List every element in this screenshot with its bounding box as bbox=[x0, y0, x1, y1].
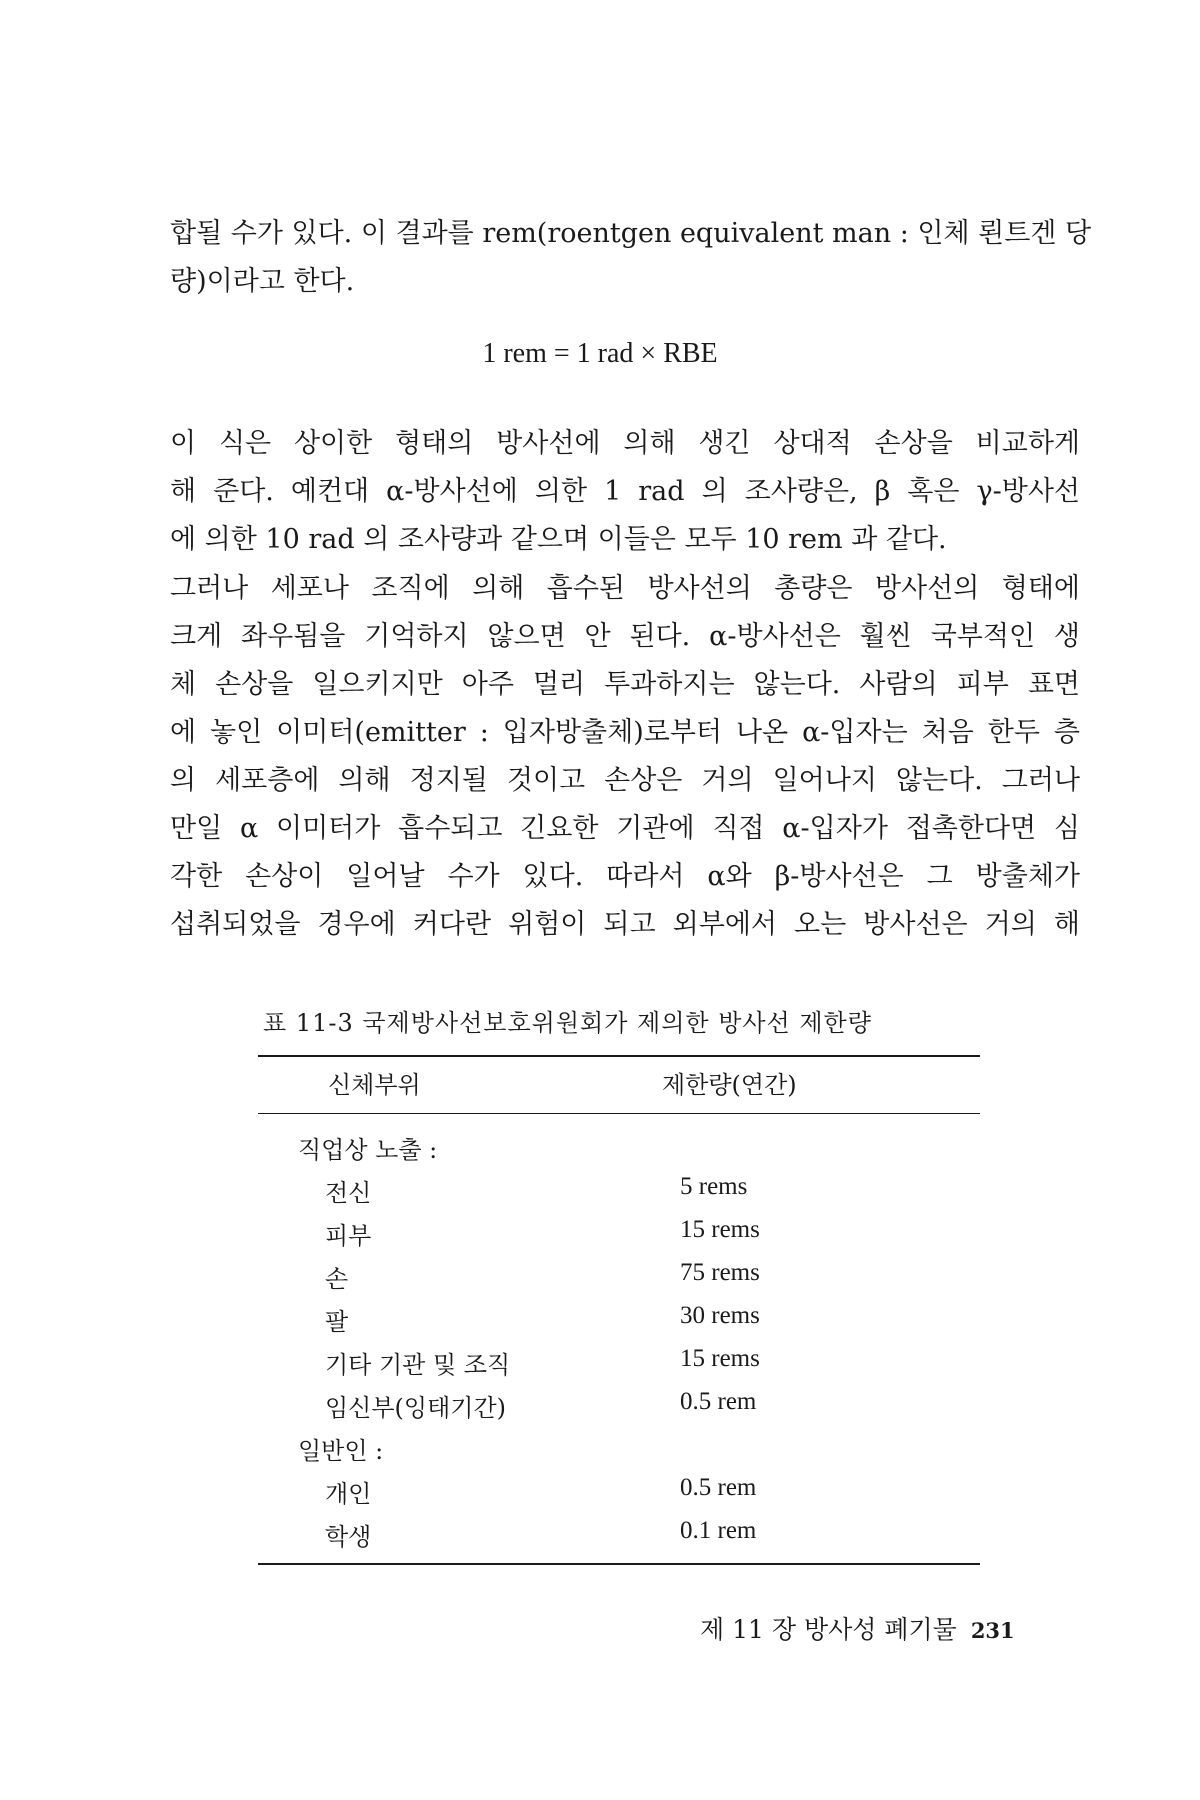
table-row-body-part: 학생 bbox=[325, 1523, 372, 1551]
table-top-rule bbox=[258, 1055, 980, 1057]
table-row-limit: 15 rems bbox=[680, 1216, 760, 1243]
text-line: 량)이라고 한다. bbox=[170, 266, 355, 297]
paragraph-rem-definition bbox=[170, 210, 1092, 306]
table-row-limit: 30 rems bbox=[680, 1302, 760, 1329]
text-line: 크게 좌우됨을 기억하지 않으면 안 된다. α-방사선은 훨씬 국부적인 생 bbox=[170, 621, 1080, 652]
table-row-body-part: 임신부(잉태기간) bbox=[325, 1394, 507, 1422]
text-line: 에 의한 10 rad 의 조사량과 같으며 이들은 모두 10 rem 과 같다. bbox=[170, 524, 947, 555]
text-line: 만일 α 이미터가 흡수되고 긴요한 기관에 직접 α-입자가 접촉한다면 심 bbox=[170, 813, 1080, 844]
text-line: 합될 수가 있다. 이 결과를 rem(roentgen equivalent man : 인체 뢴트겐 당 bbox=[170, 218, 1092, 249]
table-row-limit: 15 rems bbox=[680, 1345, 760, 1372]
page-footer bbox=[700, 1610, 1015, 1646]
paragraph-absorbed-radiation bbox=[170, 565, 1080, 949]
table-group-occupational: 직업상 노출 : bbox=[298, 1136, 438, 1164]
table-header-rule bbox=[258, 1113, 980, 1114]
table-row-body-part: 피부 bbox=[325, 1222, 372, 1250]
table-group-public: 일반인 : bbox=[298, 1437, 384, 1465]
text-line: 섭취되었을 경우에 커다란 위험이 되고 외부에서 오는 방사선은 거의 해 bbox=[170, 909, 1080, 940]
table-row-limit: 5 rems bbox=[680, 1173, 748, 1200]
text-line: 의 세포층에 의해 정지될 것이고 손상은 거의 일어나지 않는다. 그러나 bbox=[170, 765, 1080, 796]
table-row-limit: 75 rems bbox=[680, 1259, 760, 1286]
text-line: 체 손상을 일으키지만 아주 멀리 투과하지는 않는다. 사람의 피부 표면 bbox=[170, 669, 1080, 700]
text-line: 각한 손상이 일어날 수가 있다. 따라서 α와 β-방사선은 그 방출체가 bbox=[170, 861, 1080, 892]
text-line: 이 식은 상이한 형태의 방사선에 의해 생긴 상대적 손상을 비교하게 bbox=[170, 428, 1080, 459]
table-row-body-part: 기타 기관 및 조직 bbox=[325, 1351, 511, 1379]
table-row-body-part: 전신 bbox=[325, 1179, 372, 1207]
table-row-limit: 0.5 rem bbox=[680, 1388, 757, 1415]
table-row-body-part: 손 bbox=[325, 1265, 349, 1293]
table-row-limit: 0.1 rem bbox=[680, 1517, 757, 1544]
table-caption: 표 11-3 국제방사선보호위원회가 제의한 방사선 제한량 bbox=[263, 1009, 872, 1037]
table-row-limit: 0.5 rem bbox=[680, 1474, 757, 1501]
text-line: 그러나 세포나 조직에 의해 흡수된 방사선의 총량은 방사선의 형태에 bbox=[170, 573, 1080, 604]
text-line: 해 준다. 예컨대 α-방사선에 의한 1 rad 의 조사량은, β 혹은 γ-방사선 bbox=[170, 476, 1080, 507]
table-header-annual-limit: 제한량(연간) bbox=[662, 1071, 797, 1099]
text-line: 에 놓인 이미터(emitter : 입자방출체)로부터 나온 α-입자는 처음 한두 층 bbox=[170, 717, 1080, 748]
chapter-title: 제 11 장 방사성 폐기물 bbox=[700, 1615, 957, 1644]
paragraph-relative-damage bbox=[170, 420, 1080, 564]
table-header-body-part: 신체부위 bbox=[328, 1071, 421, 1099]
table-row-body-part: 팔 bbox=[325, 1308, 349, 1336]
table-bottom-rule bbox=[258, 1563, 980, 1565]
page-number: 231 bbox=[970, 1618, 1015, 1643]
rem-formula: 1 rem = 1 rad × RBE bbox=[482, 338, 718, 369]
table-row-body-part: 개인 bbox=[325, 1480, 372, 1508]
